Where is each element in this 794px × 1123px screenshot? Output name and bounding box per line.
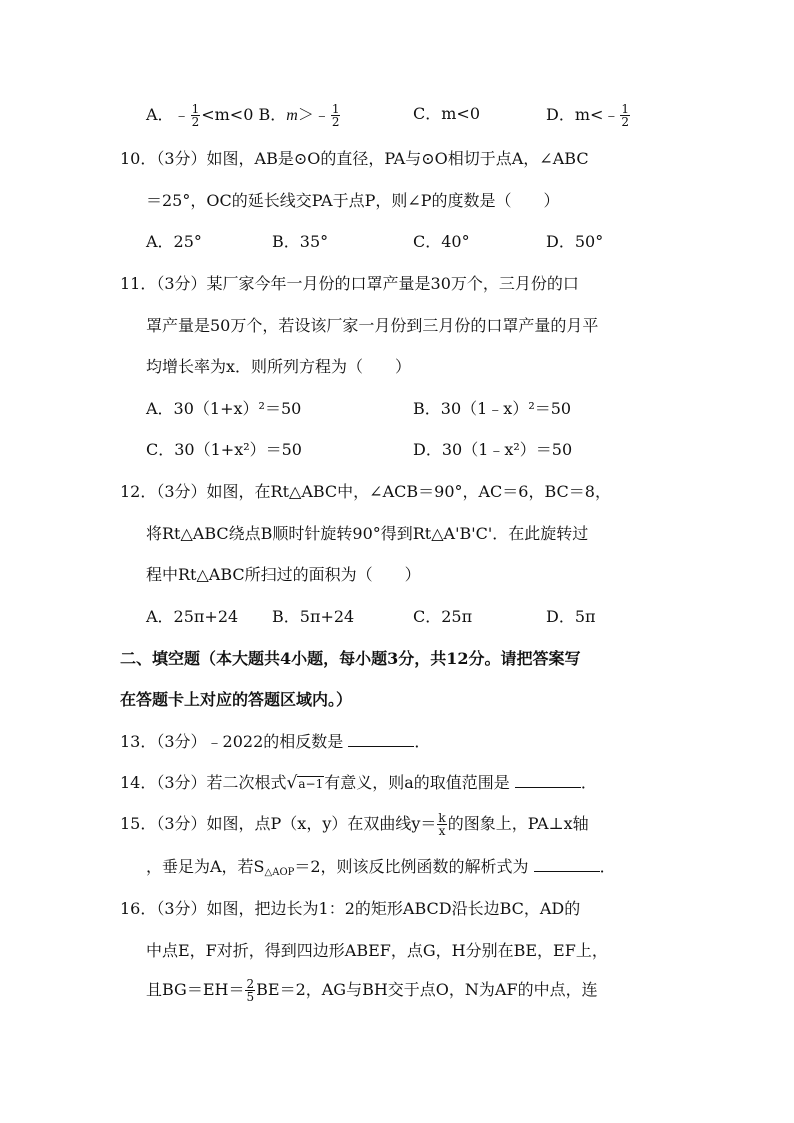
- q13-answer-blank: [348, 732, 414, 747]
- q16-line1: 16．（3分）如图，把边长为1：2的矩形ABCD沿长边BC，AD的: [120, 899, 581, 918]
- q14-end: ．: [580, 773, 597, 792]
- q9-a-num: 1: [191, 102, 200, 116]
- radical-sign-icon: √: [286, 773, 298, 793]
- q16-line3-post: BE＝2，AG与BH交于点O，N为AF的中点，连: [256, 980, 598, 999]
- q9-option-d: [546, 103, 631, 128]
- q13-end: ．: [414, 732, 431, 751]
- q10-line1: 10．（3分）如图，AB是⊙O的直径，PA与⊙O相切于点A，∠ABC: [120, 149, 589, 168]
- q9-option-b-label: B．: [258, 105, 287, 124]
- q9-a-post: <m<0: [201, 105, 254, 124]
- q15-post: 的图象上，PA⊥x轴: [447, 814, 589, 833]
- q12-line2: 将Rt△ABC绕点B顺时针旋转90°得到Rt△A'B'C'．在此旋转过: [146, 524, 589, 543]
- q16-line2: 中点E，F对折，得到四边形ABEF，点G，H分别在BE，EF上，: [146, 941, 608, 960]
- q9-d-den: 2: [621, 115, 630, 129]
- q14-mid: 有意义，则a的取值范围是: [324, 773, 510, 792]
- q15-num: k: [438, 811, 446, 825]
- q11-line3: 均增长率为x．则所列方程为（ ）: [146, 357, 412, 376]
- q15-answer-blank: [534, 857, 600, 872]
- q15-line2-pre: ，垂足为A，若S: [146, 857, 265, 876]
- q11-option-b: B．30（1﹣x）²＝50: [413, 399, 572, 418]
- q12-option-d: D．5π: [546, 607, 596, 626]
- q10-option-b: B．35°: [272, 232, 329, 251]
- q12-line1: 12．（3分）如图，在Rt△ABC中，∠ACB＝90°，AC＝6，BC＝8，: [120, 482, 611, 501]
- q12-option-b: B．5π+24: [272, 607, 355, 626]
- q15-line2-sub: △AOP: [264, 867, 295, 878]
- q9-d-num: 1: [621, 102, 630, 116]
- q9-b-num: 1: [331, 102, 340, 116]
- q15-line2-post: ＝2，则该反比例函数的解析式为: [294, 857, 529, 876]
- q9-b-fraction: [331, 103, 341, 128]
- q9-option-c: C．m<0: [413, 104, 481, 123]
- q13: [120, 731, 430, 753]
- q15-line2: [146, 856, 616, 884]
- q16-line3-pre: 且BG＝EH＝: [146, 980, 245, 999]
- q13-text: 13．（3分）﹣2022的相反数是: [120, 732, 344, 751]
- q10-line2: ＝25°，OC的延长线交PA于点P，则∠P的度数是（ ）: [146, 191, 560, 210]
- q9-b-var: m: [286, 107, 298, 124]
- q16-fraction: [245, 978, 255, 1003]
- q9-a-den: 2: [191, 115, 200, 129]
- q16-num: 2: [246, 977, 255, 991]
- q15-end: ．: [599, 857, 616, 876]
- q9-options: [146, 103, 341, 128]
- q10-option-c: C．40°: [413, 232, 470, 251]
- q12-line3: 程中Rt△ABC所扫过的面积为（ ）: [146, 565, 421, 584]
- q16-line3: [146, 978, 598, 1003]
- q9-d-fraction: [620, 103, 630, 128]
- q11-line1: 11．（3分）某厂家今年一月份的口罩产量是30万个，三月份的口: [120, 274, 579, 293]
- q11-option-c: C．30（1+x²）＝50: [146, 440, 302, 459]
- q14: [120, 772, 597, 794]
- q15-text: 15．（3分）如图，点P（x，y）在双曲线y＝: [120, 814, 437, 833]
- q9-b-mid: ＞﹣: [297, 105, 330, 124]
- q11-option-a: A．30（1+x）²＝50: [146, 399, 302, 418]
- q10-option-d: D．50°: [546, 232, 604, 251]
- q9-b-den: 2: [331, 115, 340, 129]
- q14-text: 14．（3分）若二次根式: [120, 773, 287, 792]
- q16-den: 5: [246, 990, 255, 1004]
- q9-a-minus: ﹣: [173, 105, 190, 124]
- q15-line1: [120, 812, 589, 837]
- q9-option-a-label: A．: [146, 105, 174, 124]
- q11-option-d: D．30（1﹣x²）＝50: [413, 440, 573, 459]
- q9-a-fraction: [191, 103, 201, 128]
- q11-line2: 罩产量是50万个，若设该厂家一月份到三月份的口罩产量的月平: [146, 316, 599, 335]
- section-2-heading-line2: 在答题卡上对应的答题区域内。）: [120, 690, 353, 709]
- q15-den: x: [438, 824, 446, 838]
- section-2-heading-line1: 二、填空题（本大题共4小题，每小题3分，共12分。请把答案写: [120, 649, 581, 668]
- q14-radicand: a−1: [298, 777, 324, 791]
- q10-option-a: A．25°: [146, 232, 202, 251]
- q12-option-a: A．25π+24: [146, 607, 239, 626]
- q12-option-c: C．25π: [413, 607, 473, 626]
- q15-fraction: [437, 812, 446, 837]
- q9-d-pre: D．m<﹣: [546, 105, 620, 124]
- q14-answer-blank: [515, 773, 581, 788]
